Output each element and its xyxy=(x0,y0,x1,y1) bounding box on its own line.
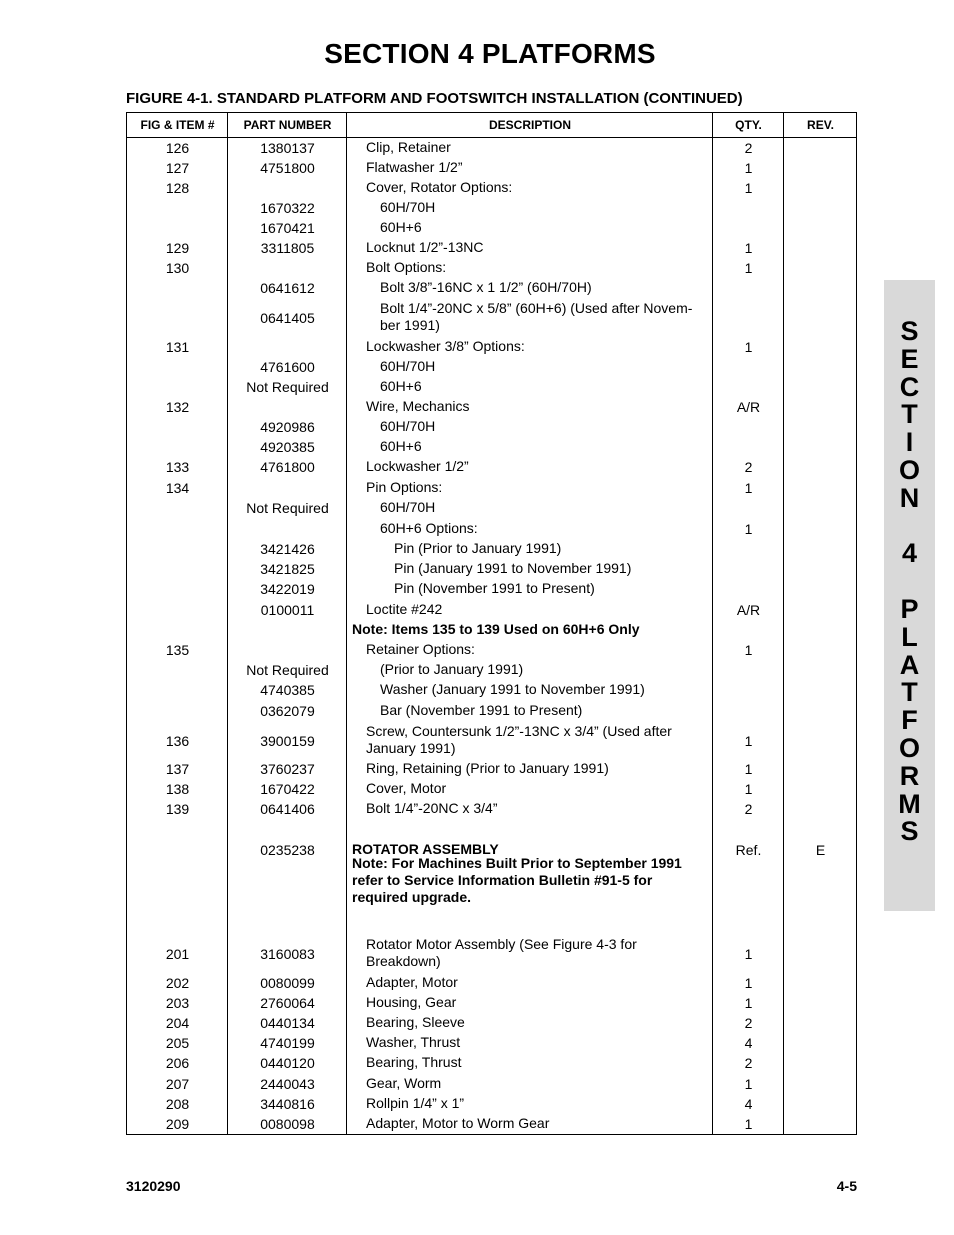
fig-item-cell: 206 xyxy=(165,1055,190,1071)
qty-cell: A/R xyxy=(736,602,761,618)
description-cell: Loctite #242 xyxy=(366,601,443,617)
part-number-cell: 0235238 xyxy=(260,842,315,858)
qty-cell: 2 xyxy=(744,140,753,156)
fig-item-cell: 126 xyxy=(165,140,190,156)
qty-cell: A/R xyxy=(736,399,761,415)
figure-title: FIGURE 4-1. STANDARD PLATFORM AND FOOTSWITCH INSTALLATION (CONTINUED) xyxy=(126,90,743,107)
part-number-cell: 0641405 xyxy=(260,310,315,326)
description-cell: Note: For Machines Built Prior to September 1991 refer to Service Information Bulletin #91-5 for required upgrade. xyxy=(352,855,682,905)
side-tab-letter: M xyxy=(898,788,921,819)
description-cell: Bolt 3/8”-16NC x 1 1/2” (60H/70H) xyxy=(380,279,592,295)
side-tab-letter: S xyxy=(900,316,919,346)
part-number-cell: 0641406 xyxy=(260,801,315,817)
description-cell: Bolt Options: xyxy=(366,259,447,275)
side-tab-letter: L xyxy=(901,621,918,652)
qty-cell: 1 xyxy=(744,1116,753,1132)
qty-cell: 1 xyxy=(744,339,753,355)
qty-cell: 1 xyxy=(744,480,753,496)
side-tab-letter: O xyxy=(898,732,920,763)
description-cell: Pin Options: xyxy=(366,479,443,495)
description-cell: 60H/70H xyxy=(380,499,436,515)
part-number-cell: 4761600 xyxy=(260,359,315,375)
fig-item-cell: 133 xyxy=(165,459,190,475)
part-number-cell: 2760064 xyxy=(260,995,315,1011)
fig-item-cell: 135 xyxy=(165,642,190,658)
part-number-cell: 4740385 xyxy=(260,682,315,698)
description-cell: Rollpin 1/4” x 1” xyxy=(366,1095,465,1111)
side-tab-letter: E xyxy=(900,343,919,374)
part-number-cell: 1380137 xyxy=(260,140,315,156)
part-number-cell: 1670422 xyxy=(260,781,315,797)
qty-cell: 1 xyxy=(744,1076,753,1092)
description-cell: Screw, Countersunk 1/2”-13NC x 3/4” (Used after January 1991) xyxy=(366,723,672,756)
header-rev: REV. xyxy=(807,118,834,132)
page-number: 4-5 xyxy=(836,1178,857,1194)
header-part-number: PART NUMBER xyxy=(243,118,332,132)
qty-cell: 2 xyxy=(744,801,753,817)
fig-item-cell: 127 xyxy=(165,160,190,176)
header-description: DESCRIPTION xyxy=(488,118,571,132)
qty-cell: 1 xyxy=(744,761,753,777)
side-tab-letter: P xyxy=(900,593,919,624)
description-cell: 60H+6 xyxy=(380,438,422,454)
side-tab-letter: O xyxy=(898,454,920,485)
qty-cell: 2 xyxy=(744,459,753,475)
description-cell: Lockwasher 1/2” xyxy=(366,458,469,474)
description-cell: Bolt 1/4”-20NC x 5/8” (60H+6) (Used after Novem-ber 1991) xyxy=(380,300,693,333)
side-tab-letter: N xyxy=(899,482,920,513)
header-fig-item: FIG & ITEM # xyxy=(140,118,215,132)
part-number-cell: 3160083 xyxy=(260,946,315,962)
description-cell: Ring, Retaining (Prior to January 1991) xyxy=(366,760,609,776)
fig-item-cell: 203 xyxy=(165,995,190,1011)
part-number-cell: Not Required xyxy=(246,500,329,516)
qty-cell: 1 xyxy=(744,260,753,276)
qty-cell: 4 xyxy=(744,1096,753,1112)
fig-item-cell: 207 xyxy=(165,1076,190,1092)
description-cell: Note: Items 135 to 139 Used on 60H+6 Only xyxy=(352,621,640,637)
description-cell: 60H+6 xyxy=(380,378,422,394)
part-number-cell: 0440120 xyxy=(260,1055,315,1071)
fig-item-cell: 137 xyxy=(165,761,190,777)
qty-cell: 1 xyxy=(744,642,753,658)
part-number-cell: 4740199 xyxy=(260,1035,315,1051)
description-cell: Adapter, Motor to Worm Gear xyxy=(366,1115,550,1131)
description-cell: Pin (Prior to January 1991) xyxy=(394,540,562,556)
part-number-cell: 3440816 xyxy=(260,1096,315,1112)
fig-item-cell: 130 xyxy=(165,260,190,276)
side-tab-letter: T xyxy=(901,399,918,430)
side-tab-letter: A xyxy=(899,649,920,680)
qty-cell: 1 xyxy=(744,946,753,962)
description-cell: Rotator Motor Assembly (See Figure 4-3 for Breakdown) xyxy=(366,936,637,969)
part-number-cell: Not Required xyxy=(246,379,329,395)
description-cell: Flatwasher 1/2” xyxy=(366,159,463,175)
part-number-cell: 3311805 xyxy=(260,240,315,256)
description-cell: Housing, Gear xyxy=(366,994,457,1010)
qty-cell: 2 xyxy=(744,1055,753,1071)
qty-cell: Ref. xyxy=(735,842,762,858)
side-tab-letter: C xyxy=(899,371,920,402)
fig-item-cell: 128 xyxy=(165,180,190,196)
fig-item-cell: 205 xyxy=(165,1035,190,1051)
description-cell: Bolt 1/4”-20NC x 3/4” xyxy=(366,800,498,816)
qty-cell: 1 xyxy=(744,180,753,196)
fig-item-cell: 134 xyxy=(165,480,190,496)
description-cell: Bar (November 1991 to Present) xyxy=(380,702,583,718)
fig-item-cell: 131 xyxy=(165,339,190,355)
fig-item-cell: 139 xyxy=(165,801,190,817)
part-number-cell: 4751800 xyxy=(260,160,315,176)
fig-item-cell: 136 xyxy=(165,733,190,749)
description-cell: Pin (January 1991 to November 1991) xyxy=(394,560,632,576)
qty-cell: 1 xyxy=(744,781,753,797)
part-number-cell: 4920385 xyxy=(260,439,315,455)
part-number-cell: 3760237 xyxy=(260,761,315,777)
part-number-cell: 0080099 xyxy=(260,975,315,991)
description-cell: Retainer Options: xyxy=(366,641,475,657)
description-cell: 60H/70H xyxy=(380,358,436,374)
part-number-cell: 0440134 xyxy=(260,1015,315,1031)
page-title: SECTION 4 PLATFORMS xyxy=(324,38,656,69)
description-cell: (Prior to January 1991) xyxy=(380,661,524,677)
part-number-cell: 1670421 xyxy=(260,220,315,236)
description-cell: Locknut 1/2”-13NC xyxy=(366,239,484,255)
side-tab-letter: T xyxy=(901,677,918,708)
qty-cell: 1 xyxy=(744,975,753,991)
fig-item-cell: 209 xyxy=(165,1116,190,1132)
qty-cell: 1 xyxy=(744,733,753,749)
part-number-cell: 3421825 xyxy=(260,561,315,577)
part-number-cell: 3422019 xyxy=(260,581,315,597)
table-header xyxy=(127,113,856,138)
parts-table xyxy=(126,112,857,1135)
description-cell: 60H+6 xyxy=(380,219,422,235)
fig-item-cell: 202 xyxy=(165,975,190,991)
fig-item-cell: 208 xyxy=(165,1096,190,1112)
part-number-cell: 0362079 xyxy=(260,703,315,719)
part-number-cell: 0100011 xyxy=(260,602,315,618)
description-cell: 60H/70H xyxy=(380,199,436,215)
description-cell: 60H+6 Options: xyxy=(380,520,478,536)
description-cell: Bearing, Thrust xyxy=(366,1054,462,1070)
description-cell: Washer (January 1991 to November 1991) xyxy=(380,681,645,697)
description-cell: Pin (November 1991 to Present) xyxy=(394,580,595,596)
description-cell: Gear, Worm xyxy=(366,1075,442,1091)
qty-cell: 1 xyxy=(744,995,753,1011)
side-tab-letter: R xyxy=(899,760,920,791)
fig-item-cell: 201 xyxy=(165,946,190,962)
fig-item-cell: 204 xyxy=(165,1015,190,1031)
part-number-cell: 2440043 xyxy=(260,1076,315,1092)
part-number-cell: 0080098 xyxy=(260,1116,315,1132)
part-number-cell: 3421426 xyxy=(260,541,315,557)
side-tab-letter: I xyxy=(905,427,914,458)
qty-cell: 1 xyxy=(744,240,753,256)
qty-cell: 2 xyxy=(744,1015,753,1031)
part-number-cell: 3900159 xyxy=(260,733,315,749)
qty-cell: 1 xyxy=(744,160,753,176)
description-cell: Wire, Mechanics xyxy=(366,398,470,414)
qty-cell: 4 xyxy=(744,1035,753,1051)
part-number-cell: 0641612 xyxy=(260,280,315,296)
part-number-cell: Not Required xyxy=(246,662,329,678)
side-tab-letter: 4 xyxy=(901,538,918,569)
description-cell: Washer, Thrust xyxy=(366,1034,461,1050)
rev-cell: E xyxy=(815,842,826,858)
description-cell: Cover, Rotator Options: xyxy=(366,179,513,195)
description-cell: 60H/70H xyxy=(380,418,436,434)
description-cell: Adapter, Motor xyxy=(366,974,458,990)
part-number-cell: 4761800 xyxy=(260,459,315,475)
part-number-cell: 1670322 xyxy=(260,200,315,216)
part-number-cell: 4920986 xyxy=(260,419,315,435)
description-cell: Clip, Retainer xyxy=(366,139,451,155)
fig-item-cell: 138 xyxy=(165,781,190,797)
side-tab-letters xyxy=(884,318,935,846)
description-cell: Bearing, Sleeve xyxy=(366,1014,465,1030)
fig-item-cell: 132 xyxy=(165,399,190,415)
description-cell: Cover, Motor xyxy=(366,780,447,796)
side-tab-letter: F xyxy=(901,705,918,736)
header-qty: QTY. xyxy=(735,118,762,132)
fig-item-cell: 129 xyxy=(165,240,190,256)
qty-cell: 1 xyxy=(744,521,753,537)
doc-number: 3120290 xyxy=(126,1178,181,1194)
section-side-tab xyxy=(884,280,935,911)
description-cell: ROTATOR ASSEMBLY xyxy=(352,841,499,857)
side-tab-letter: S xyxy=(900,816,919,847)
description-cell: Lockwasher 3/8” Options: xyxy=(366,338,525,354)
